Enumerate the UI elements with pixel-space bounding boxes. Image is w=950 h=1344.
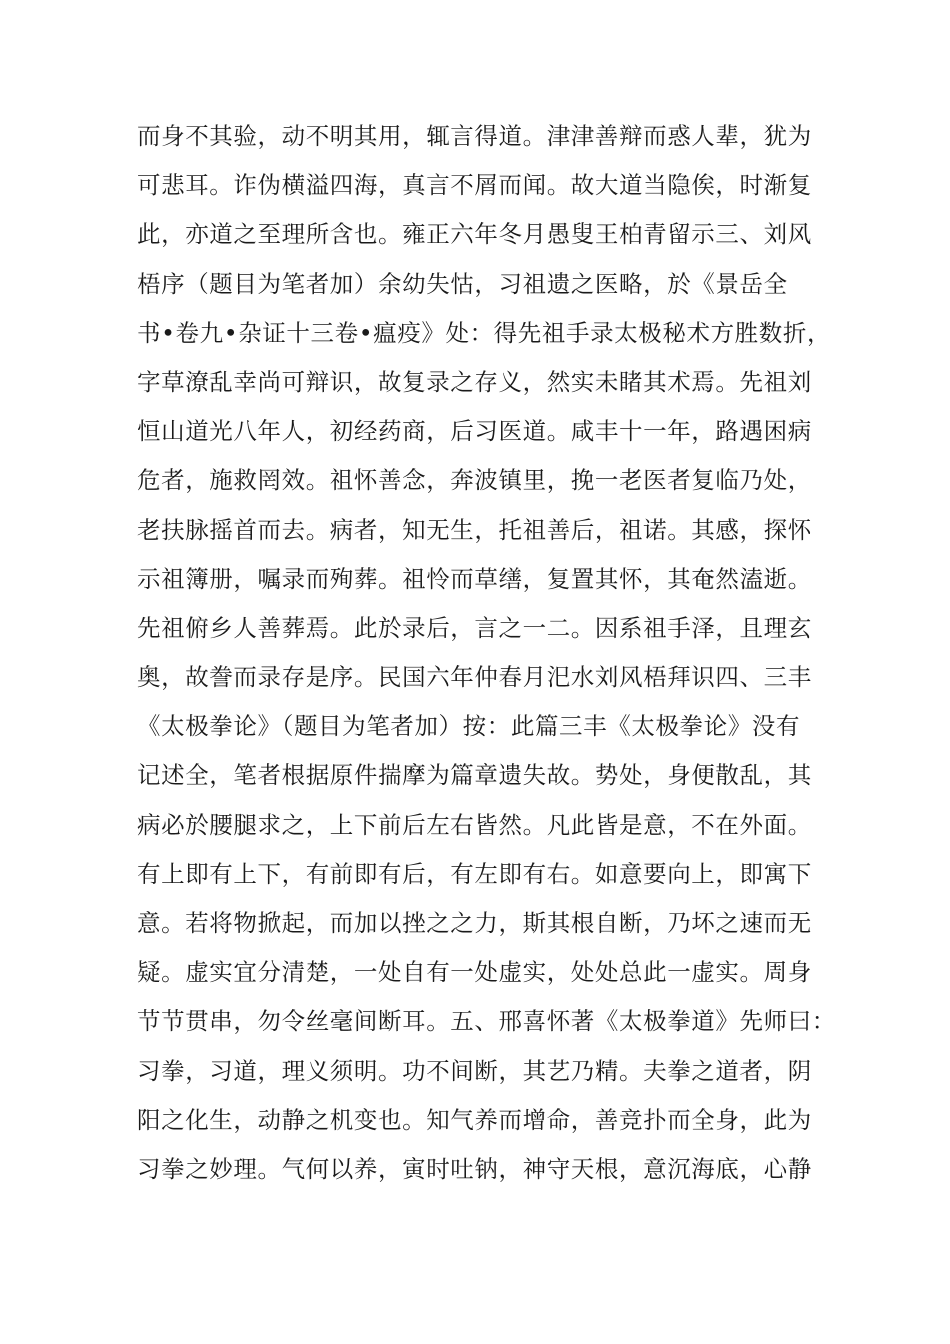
text-line: 有上即有上下，有前即有后，有左即有右。如意要向上，即寓下	[137, 859, 812, 888]
text-line: 此，亦道之至理所含也。雍正六年冬月愚叟王柏青留示三、刘风	[137, 220, 812, 249]
text-line: 恒山道光八年人，初经药商，后习医道。咸丰十一年，路遇困病	[137, 417, 812, 446]
text-line: 字草潦乱幸尚可辩识，故复录之存义，然实未睹其术焉。先祖刘	[137, 367, 812, 396]
text-line: 示祖簿册，嘱录而殉葬。祖怜而草缮，复置其怀，其奄然溘逝。	[137, 564, 812, 593]
text-line: 病必於腰腿求之，上下前后左右皆然。凡此皆是意，不在外面。	[137, 810, 812, 839]
text-line: 危者，施救罔效。祖怀善念，奔波镇里，挽一老医者复临乃处，	[137, 466, 812, 495]
text-line: 习拳，习道，理义须明。功不间断，其艺乃精。夫拳之道者，阴	[137, 1056, 812, 1085]
body-text	[137, 112, 836, 1194]
text-line: 节节贯串，勿令丝毫间断耳。五、邢喜怀著《太极拳道》先师曰：	[137, 1007, 836, 1036]
text-line: 可悲耳。诈伪横溢四海，真言不屑而闻。故大道当隐俟，时渐复	[137, 171, 812, 200]
text-line: 而身不其验，动不明其用，辄言得道。津津善辩而惑人辈，犹为	[137, 122, 812, 150]
text-line: 《太极拳论》（题目为笔者加）按：此篇三丰《太极拳论》没有	[137, 712, 801, 741]
text-line: 奥，故誊而录存是序。民国六年仲春月汜水刘风梧拜识四、三丰	[137, 663, 812, 692]
text-line: 老扶脉摇首而去。病者，知无生，托祖善后，祖诺。其感，探怀	[137, 515, 812, 544]
text-line: 书•卷九•杂证十三卷•瘟疫》处：得先祖手录太极秘术方胜数折，	[137, 318, 832, 347]
text-line: 习拳之妙理。气何以养，寅时吐钠，神守天根，意沉海底，心静	[137, 1154, 812, 1183]
text-line: 疑。虚实宜分清楚，一处自有一处虚实，处处总此一虚实。周身	[137, 958, 812, 987]
text-line: 记述全，笔者根据原件揣摩为篇章遗失故。势处，身便散乱，其	[137, 761, 812, 790]
text-line: 先祖俯乡人善葬焉。此於录后，言之一二。因系祖手泽，且理玄	[137, 613, 812, 642]
text-line: 意。若将物掀起，而加以挫之之力，斯其根自断，乃坏之速而无	[137, 909, 812, 937]
text-line: 阳之化生，动静之机变也。知气养而增命，善竞扑而全身，此为	[137, 1105, 812, 1134]
text-line: 梧序（题目为笔者加）余幼失怙，习祖遗之医略，於《景岳全	[137, 269, 788, 298]
